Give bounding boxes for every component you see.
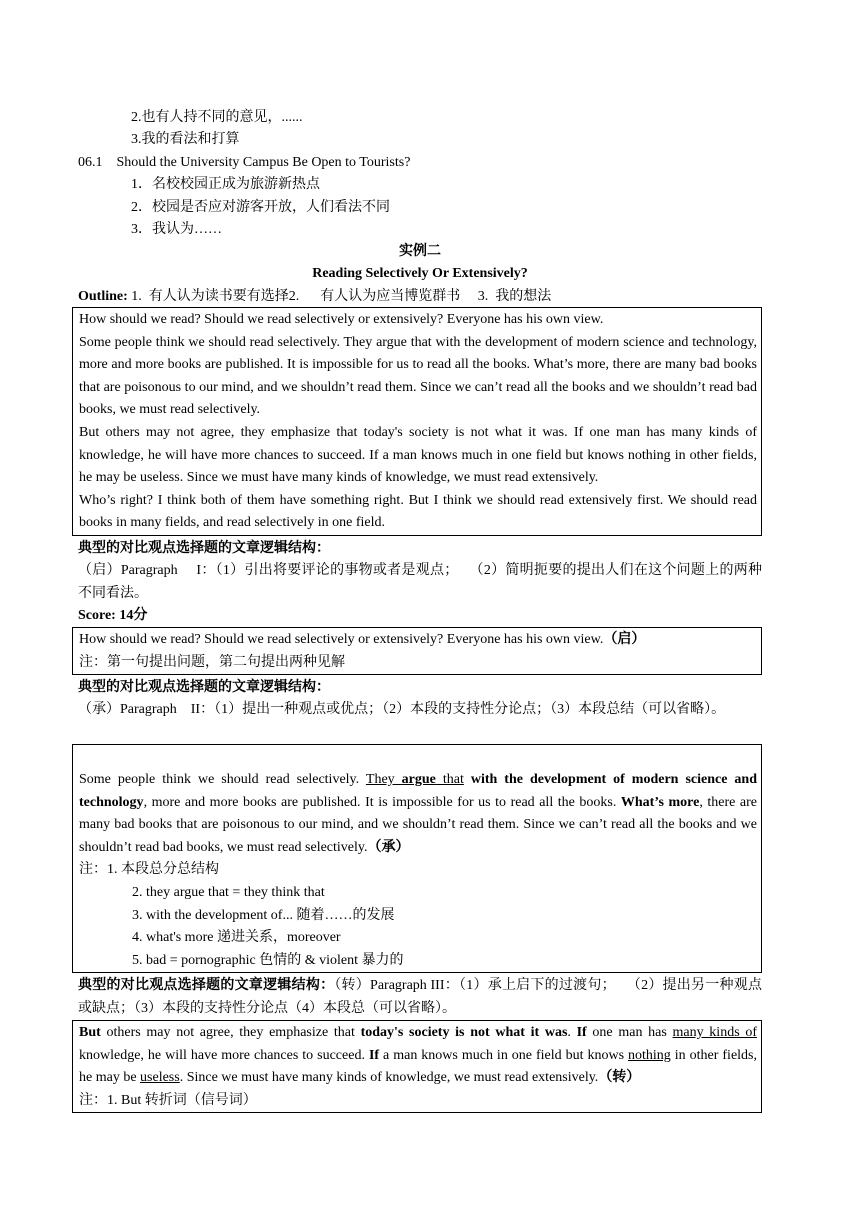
qi-sentence xyxy=(79,629,757,652)
cheng-note-3: 3. with the development of... 随着……的发展 xyxy=(132,907,395,923)
cheng-that: that xyxy=(435,772,464,787)
qi-box xyxy=(72,627,762,675)
cheng-with-development: with the development of modern science and technology xyxy=(79,772,758,810)
topic-point-2: 2．校园是否应对游客开放，人们看法不同 xyxy=(131,200,390,215)
zhuan-if-1: If xyxy=(576,1025,587,1040)
structure-text-1-body: （启）Paragraph I：（1）引出将要评论的事物或者是观点； （2）简明扼要的提出人们在这个问题上的两种不同看法。 xyxy=(78,563,762,601)
cheng-note-0: 注：1. 本段总分总结构 xyxy=(79,862,219,878)
structure-heading-2: 典型的对比观点选择题的文章逻辑结构： xyxy=(78,680,330,695)
zhuan-t14: . Since we must have many kinds of knowledge, we must read extensively. xyxy=(179,1070,599,1086)
zhuan-t12: in other fields, he may be xyxy=(79,1047,758,1086)
essay-title: Reading Selectively Or Extensively? xyxy=(312,266,528,281)
cheng-box xyxy=(72,744,762,973)
zhuan-nothing: nothing xyxy=(628,1047,671,1063)
structure-text-2-body: （承）Paragraph II：（1）提出一种观点或优点；（2）本段的支持性分论点；（3）本段总结（可以省略）。 xyxy=(78,702,726,717)
cheng-note-5: 5. bad = pornographic 色情的 & violent 暴力的 xyxy=(132,952,404,968)
essay-box xyxy=(72,307,762,536)
zhuan-paragraph xyxy=(79,1022,757,1090)
essay-paragraph-3: But others may not agree, they emphasize that today's society is not what it was. If one man has many kinds of knowledge, he will have more chances to succeed. If a man knows much in one field but knows nothing in other fields, he may be useless. Since we must have many kinds of knowledge, we must read extensively. xyxy=(79,424,757,486)
structure-text-2 xyxy=(78,699,762,722)
outline-item-2: 2.也有人持不同的意见，...... xyxy=(131,110,303,125)
cheng-note-2: 2. they argue that = they think that xyxy=(132,884,325,900)
essay-paragraph-2: Some people think we should read selectively. They argue that with the development of modern science and technology, more and more books are published. It is impossible for us to read all the books. What’s more, there are many bad books that are poisonous to our mind, and we shouldn’t read them. Since we can’t read all the books and we shouldn’t read bad books, we must read selectively. xyxy=(79,334,757,418)
topic-point-3: 3．我认为…… xyxy=(131,222,222,237)
cheng-they: They xyxy=(365,772,402,787)
cheng-s4: , more and more books are published. It is impossible for us to read all the books. xyxy=(143,794,621,810)
cheng-paragraph xyxy=(79,769,757,859)
qi-tag: （启） xyxy=(603,632,646,647)
zhuan-many-kinds-of: many kinds of xyxy=(672,1025,757,1040)
cheng-tag: （承） xyxy=(367,839,410,855)
outline-label: Outline: xyxy=(78,289,128,304)
example-heading: 实例二 xyxy=(399,244,441,259)
zhuan-tag: （转） xyxy=(598,1070,641,1086)
qi-note: 注：第一句提出问题，第二句提出两种见解 xyxy=(79,654,345,670)
cheng-space xyxy=(464,772,471,787)
outline-item-3: 3.我的看法和打算 xyxy=(131,132,240,147)
zhuan-t4: . xyxy=(567,1025,577,1040)
qi-text: How should we read? Should we read selectively or extensively? Everyone has his own view. xyxy=(79,632,604,647)
zhuan-t2: others may not agree, they emphasize that xyxy=(100,1025,361,1040)
topic-title: 06.1 Should the University Campus Be Open to Tourists? xyxy=(78,155,411,170)
cheng-s1: Some people think we should read selectively. xyxy=(79,772,366,787)
topic-point-1: 1．名校校园正成为旅游新热点 xyxy=(131,177,320,192)
zhuan-todays-society: today's society is not what it was xyxy=(360,1025,568,1040)
zhuan-if-2: If xyxy=(368,1047,380,1063)
cheng-whats-more: What’s more xyxy=(620,794,700,810)
zhuan-box xyxy=(72,1020,762,1113)
outline-line xyxy=(78,286,551,308)
structure-heading-3: 典型的对比观点选择题的文章逻辑结构： xyxy=(78,978,335,993)
essay-paragraph-4: Who’s right? I think both of them have something right. But I think we should read extensively first. We should read books in many fields, and read selectively in one field. xyxy=(79,492,757,531)
structure-text-1 xyxy=(78,560,762,605)
zhuan-t8: knowledge, he will have more chances to succeed. xyxy=(79,1047,369,1063)
zhuan-useless: useless xyxy=(140,1070,180,1086)
cheng-note-4: 4. what's more 递进关系，moreover xyxy=(132,930,341,946)
zhuan-but: But xyxy=(79,1025,101,1040)
cheng-argue: argue xyxy=(401,772,436,787)
outline-text: 1. 有人认为读书要有选择2. 有人认为应当博览群书 3. 我的想法 xyxy=(127,289,552,304)
score-label: Score: 14分 xyxy=(78,608,148,623)
zhuan-note: 注：1. But 转折词（信号词） xyxy=(79,1092,257,1108)
structure-heading-1: 典型的对比观点选择题的文章逻辑结构： xyxy=(78,541,330,556)
cheng-s6: , there are many bad books that are poisonous to our mind, and we shouldn’t read them. Since we can’t read all the books and we shouldn’t read bad books, we must read selectively. xyxy=(79,794,757,855)
essay-paragraph-1: How should we read? Should we read selectively or extensively? Everyone has his own view. xyxy=(79,312,604,327)
zhuan-t10: a man knows much in one field but knows xyxy=(379,1047,629,1063)
zhuan-t6: one man has xyxy=(586,1025,673,1040)
structure-text-3 xyxy=(78,975,762,1020)
structure-text-3-body: （转）Paragraph III：（1）承上启下的过渡句； （2）提出另一种观点或缺点；（3）本段的支持性分论点（4）本段总（可以省略）。 xyxy=(78,978,762,1016)
